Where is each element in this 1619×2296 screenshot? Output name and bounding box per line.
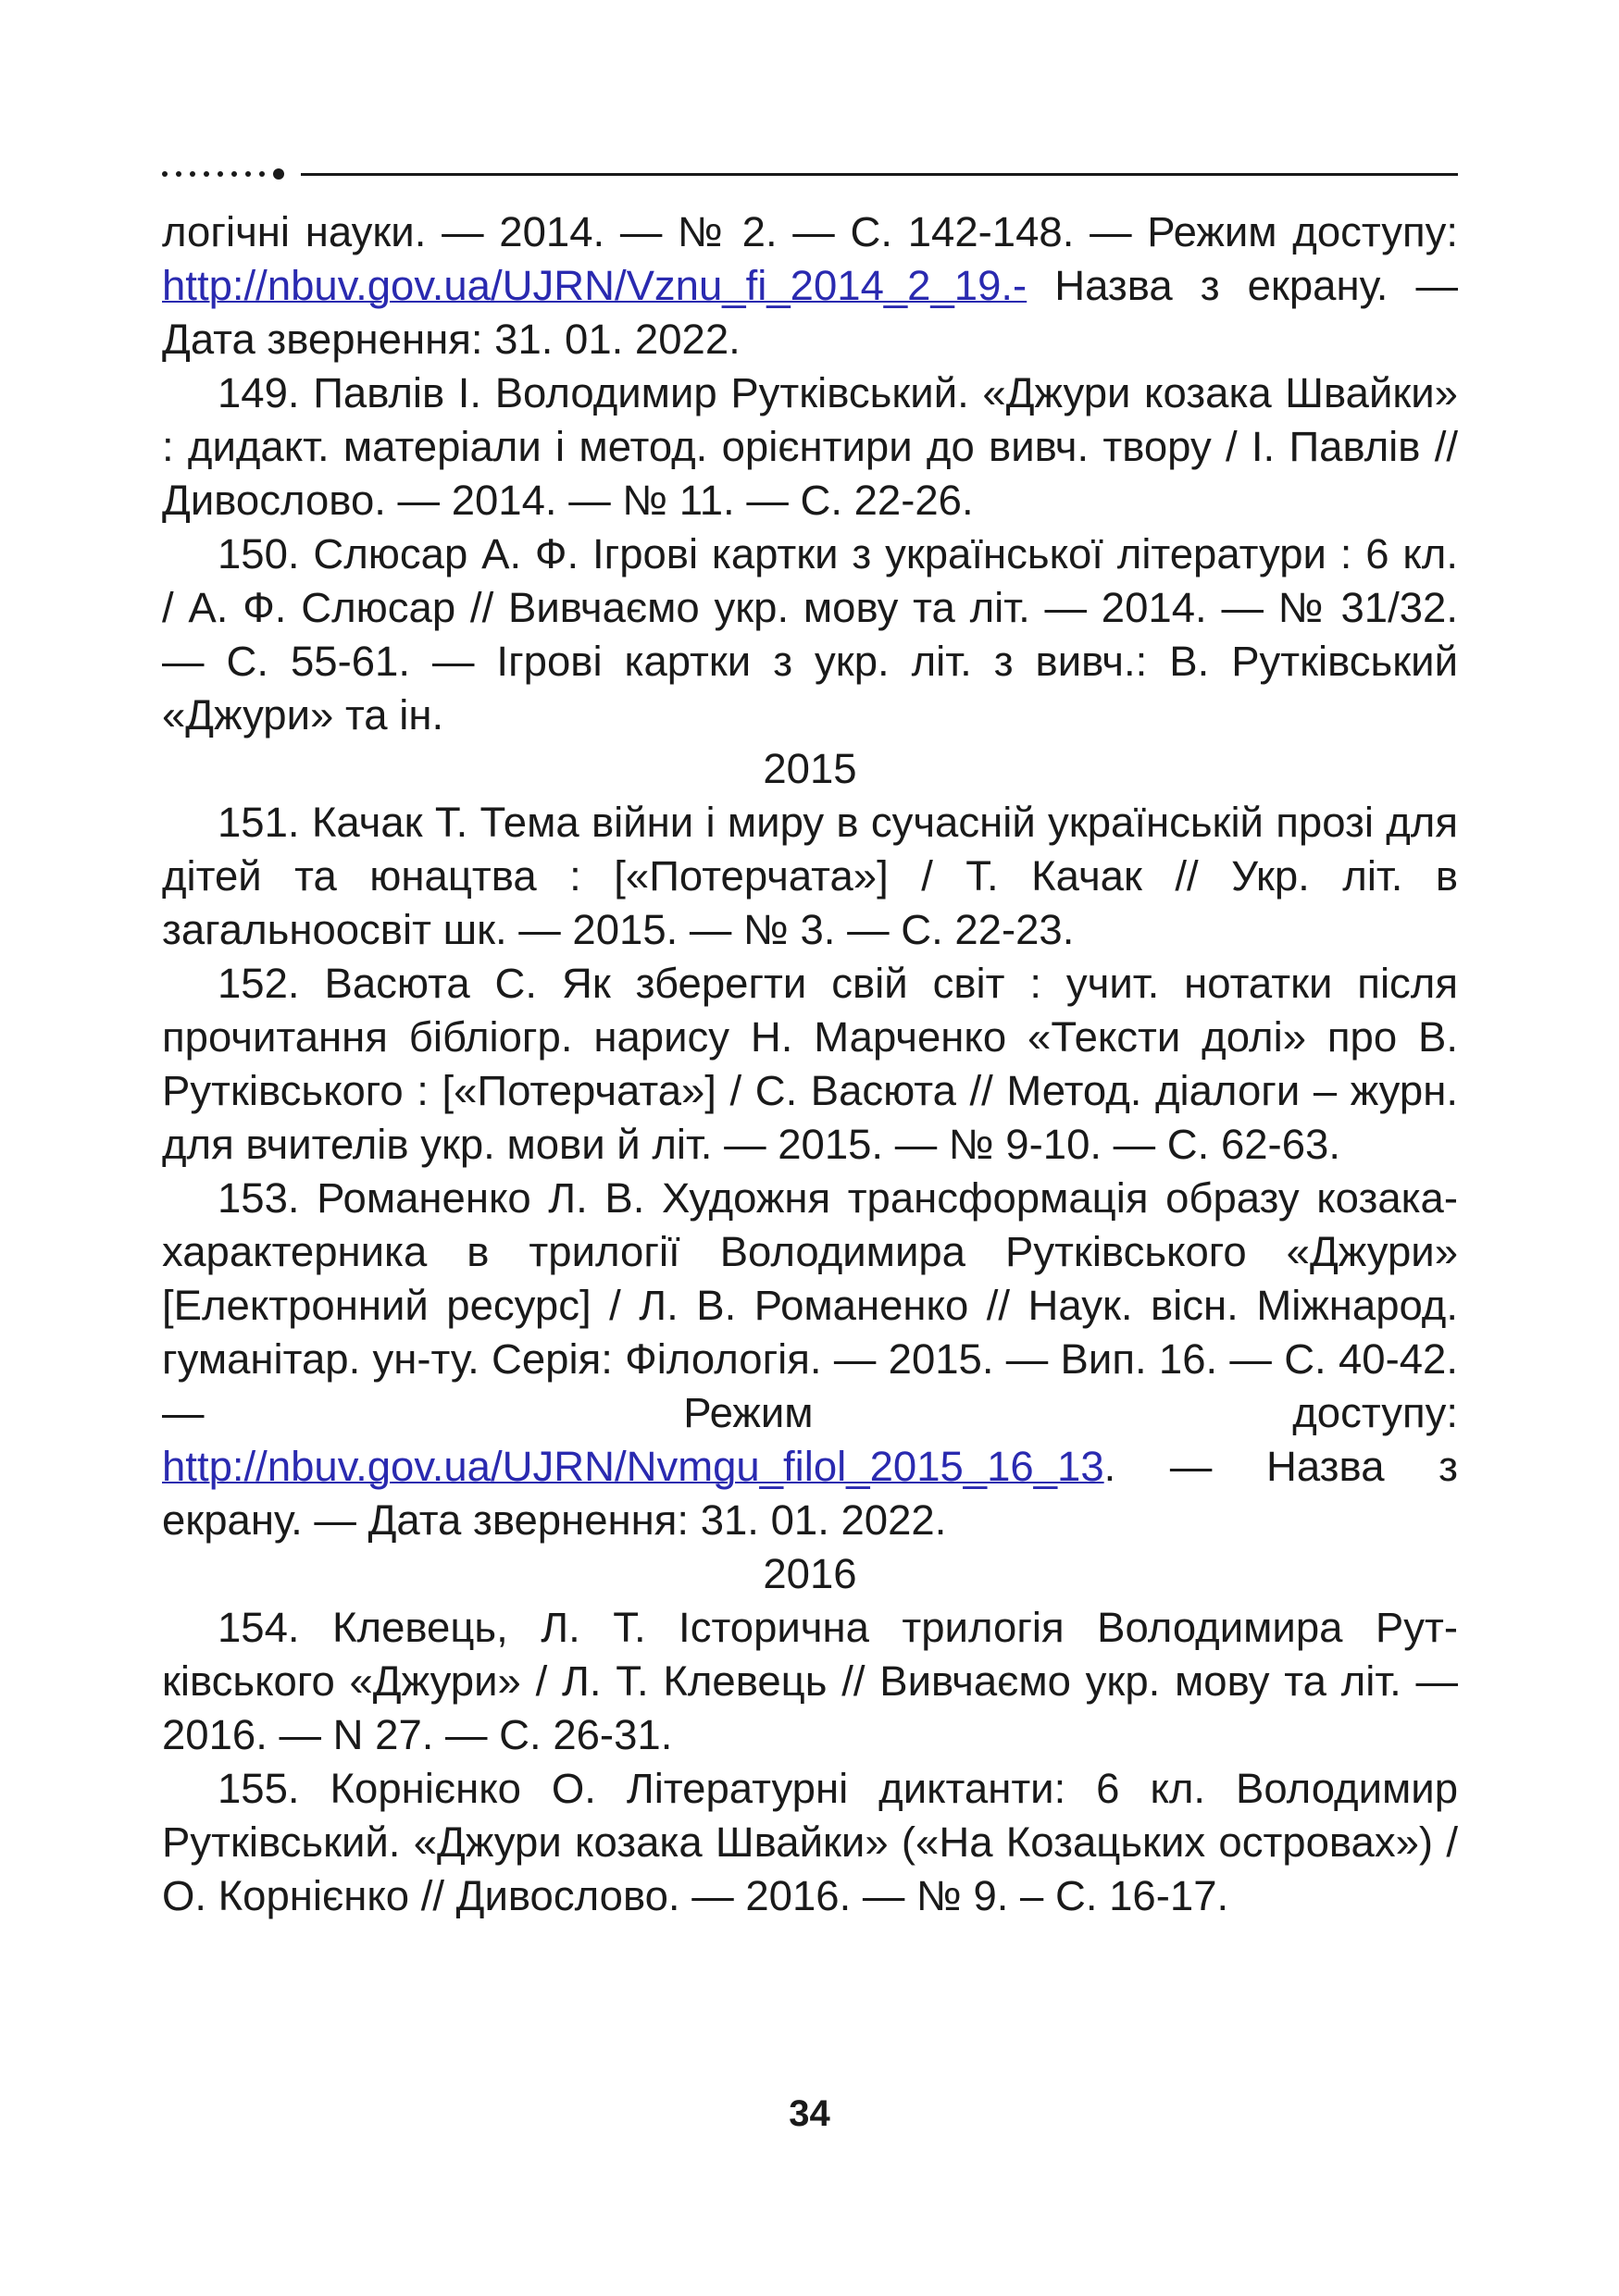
entry-154: 154. Клевець, Л. Т. Історична трилогія Володимира Рутківського «Джури» / Л. Т. Клевець // Вивчаємо укр. мову та літ. — 2016. — N 27. — С. 26-31. [162,1604,1458,1758]
bibliography-text [162,205,1458,1923]
year-heading-2015: 2015 [763,745,857,792]
header-line [301,173,1458,176]
header-rule [162,168,1458,180]
entry-148-link[interactable]: http://nbuv.gov.ua/UJRN/Vznu_fi_2014_2_19.- [162,262,1027,309]
header-dots [162,168,284,180]
year-heading-2016: 2016 [763,1550,857,1597]
entry-153-link[interactable]: http://nbuv.gov.ua/UJRN/Nvmgu_filol_2015_16_13 [162,1443,1104,1490]
entry-148-continued: логічні науки. — 2014. — № 2. — С. 142-148. — Режим доступу: http://nbuv.gov.ua/UJRN/Vznu_fi_2014_2_19.- Назва з екрану. — Дата звернення: 31. 01. 2022. [162,208,1458,363]
entry-150: 150. Слюсар А. Ф. Ігрові картки з української літератури : 6 кл. / А. Ф. Слюсар // Вивчаємо укр. мову та літ. — 2014. — № 31/32. — С. 55-61. — Ігрові картки з укр. літ. з вивч.: В. Рутківський «Джури» та ін. [162,530,1458,738]
entry-152: 152. Васюта С. Як зберегти свій світ : учит. нотатки після прочитання бібліогр. нарису Н. Марченко «Тексти долі» про В. Рутківського : [«Потерчата»] / С. Васюта // Метод. діалоги – журн. для вчителів укр. мови й літ. — 2015. — № 9-10. — С. 62-63. [162,960,1458,1168]
entry-149: 149. Павлів І. Володимир Рутківський. «Джури козака Швайки» : дидакт. матеріали і метод. орієнтири до вивч. твору / І. Павлів // Дивослово. — 2014. — № 11. — С. 22-26. [162,369,1458,524]
entry-151: 151. Качак Т. Тема війни і миру в сучасній українській прозі для дітей та юнацтва : [«Потерчата»] / Т. Качак // Укр. літ. в загальноосвіт шк. — 2015. — № 3. — С. 22-23. [162,799,1458,953]
entry-153: 153. Романенко Л. В. Художня трансформація образу козака-характерника в трилогії Володимира Рутківського «Джури» [Електронний ресурс] / Л. В. Романенко // Наук. вісн. Міжнарод. гуманітар. ун-ту. Серія: Філологія. — 2015. — Вип. 16. — С. 40-42. — Режим доступу: http://nbuv.gov.ua/UJRN/Nvmgu_filol_2015_16_13. — Назва з екрану. — Дата звернення: 31. 01. 2022. [162,1174,1458,1544]
entry-155: 155. Корнієнко О. Літературні диктанти: 6 кл. Володимир Рутківський. «Джури козака Швайки» («На Козацьких островах») / О. Корнієнко // Дивослово. — 2016. — № 9. – С. 16-17. [162,1765,1458,1919]
page-number: 34 [789,2093,830,2134]
